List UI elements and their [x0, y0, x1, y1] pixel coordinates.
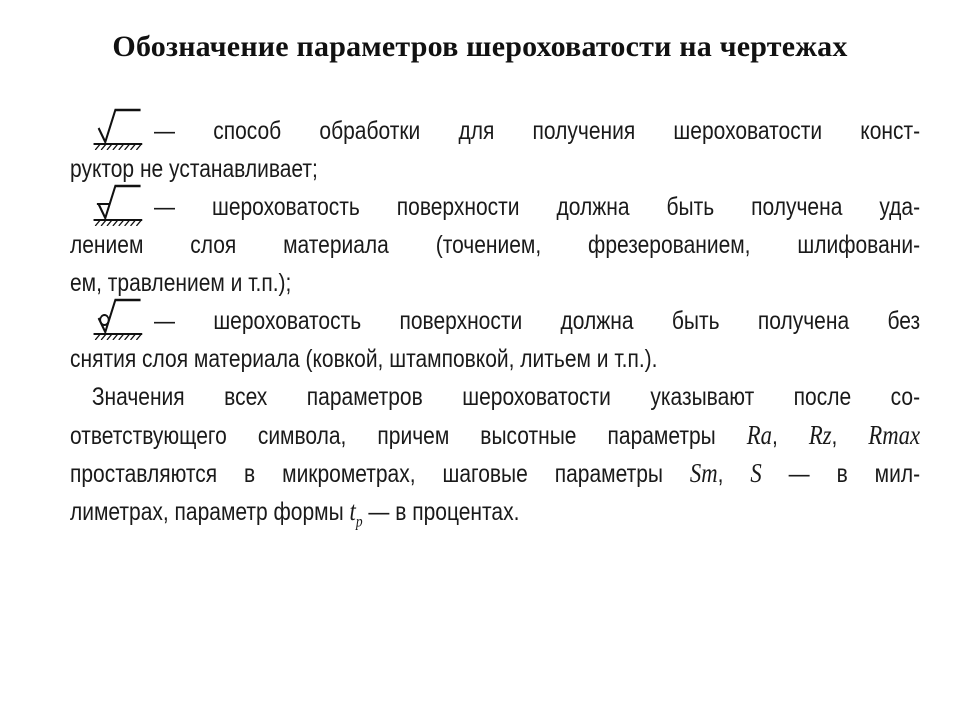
paragraph-text-2: ответствующего символа, причем высотные параметры	[70, 422, 716, 450]
paragraph-text-1: Значения всех параметров шероховатости указывают после со-	[91, 383, 921, 411]
item-2-line-2	[70, 226, 920, 264]
paragraph-text-3-tail: — в мил-	[788, 460, 921, 488]
paragraph-line-1	[70, 378, 920, 416]
roughness-symbol-material-removal-icon	[94, 182, 144, 226]
paragraph-text-4-tail: — в процентах.	[368, 498, 520, 526]
item-3-text-2: снятия слоя материала (ковкой, штамповкой, литьем и т.п.).	[70, 345, 658, 373]
item-2-text-3: ем, травлением и т.п.);	[70, 269, 292, 297]
item-1-text-1: — способ обработки для получения шероховатости конст-	[154, 117, 921, 145]
param-tp-base: t	[349, 496, 356, 526]
param-tp	[349, 496, 363, 531]
item-2-line-1	[70, 188, 920, 226]
paragraph-line-4	[70, 492, 920, 530]
param-sm: Sm	[689, 458, 718, 488]
paragraph-line-3: проставляются в микрометрах, шаговые параметры Sm, S — в мил-	[70, 458, 921, 488]
slide-title: Обозначение параметров шероховатости на чертежах	[112, 30, 848, 63]
param-s: S	[750, 458, 762, 488]
param-tp-subscript: p	[355, 513, 363, 531]
paragraph-text-4: лиметрах, параметр формы	[70, 498, 344, 526]
item-3-text-1: — шероховатость поверхности должна быть получена без	[154, 307, 921, 335]
param-rmax: Rmax	[868, 420, 921, 450]
roughness-symbol-basic-icon	[94, 106, 144, 150]
item-3-line-1	[70, 302, 920, 340]
param-ra: Ra	[746, 420, 772, 450]
item-1-line-1	[70, 112, 920, 150]
item-1-text-2: руктор не устанавливает;	[70, 155, 318, 183]
param-rz: Rz	[808, 420, 832, 450]
paragraph-line-2: ответствующего символа, причем высотные параметры Ra, Rz, Rmax	[70, 420, 921, 450]
item-2-line-3	[70, 264, 920, 302]
scanned-text-block	[70, 112, 920, 530]
roughness-symbol-no-material-removal-icon	[94, 296, 144, 340]
item-1-line-2	[70, 150, 920, 188]
item-3-line-2	[70, 340, 920, 378]
item-2-text-2: лением слоя материала (точением, фрезерованием, шлифовани-	[70, 231, 921, 259]
paragraph-text-3: проставляются в микрометрах, шаговые параметры	[70, 460, 663, 488]
item-2-text-1: — шероховатость поверхности должна быть получена уда-	[154, 193, 921, 221]
